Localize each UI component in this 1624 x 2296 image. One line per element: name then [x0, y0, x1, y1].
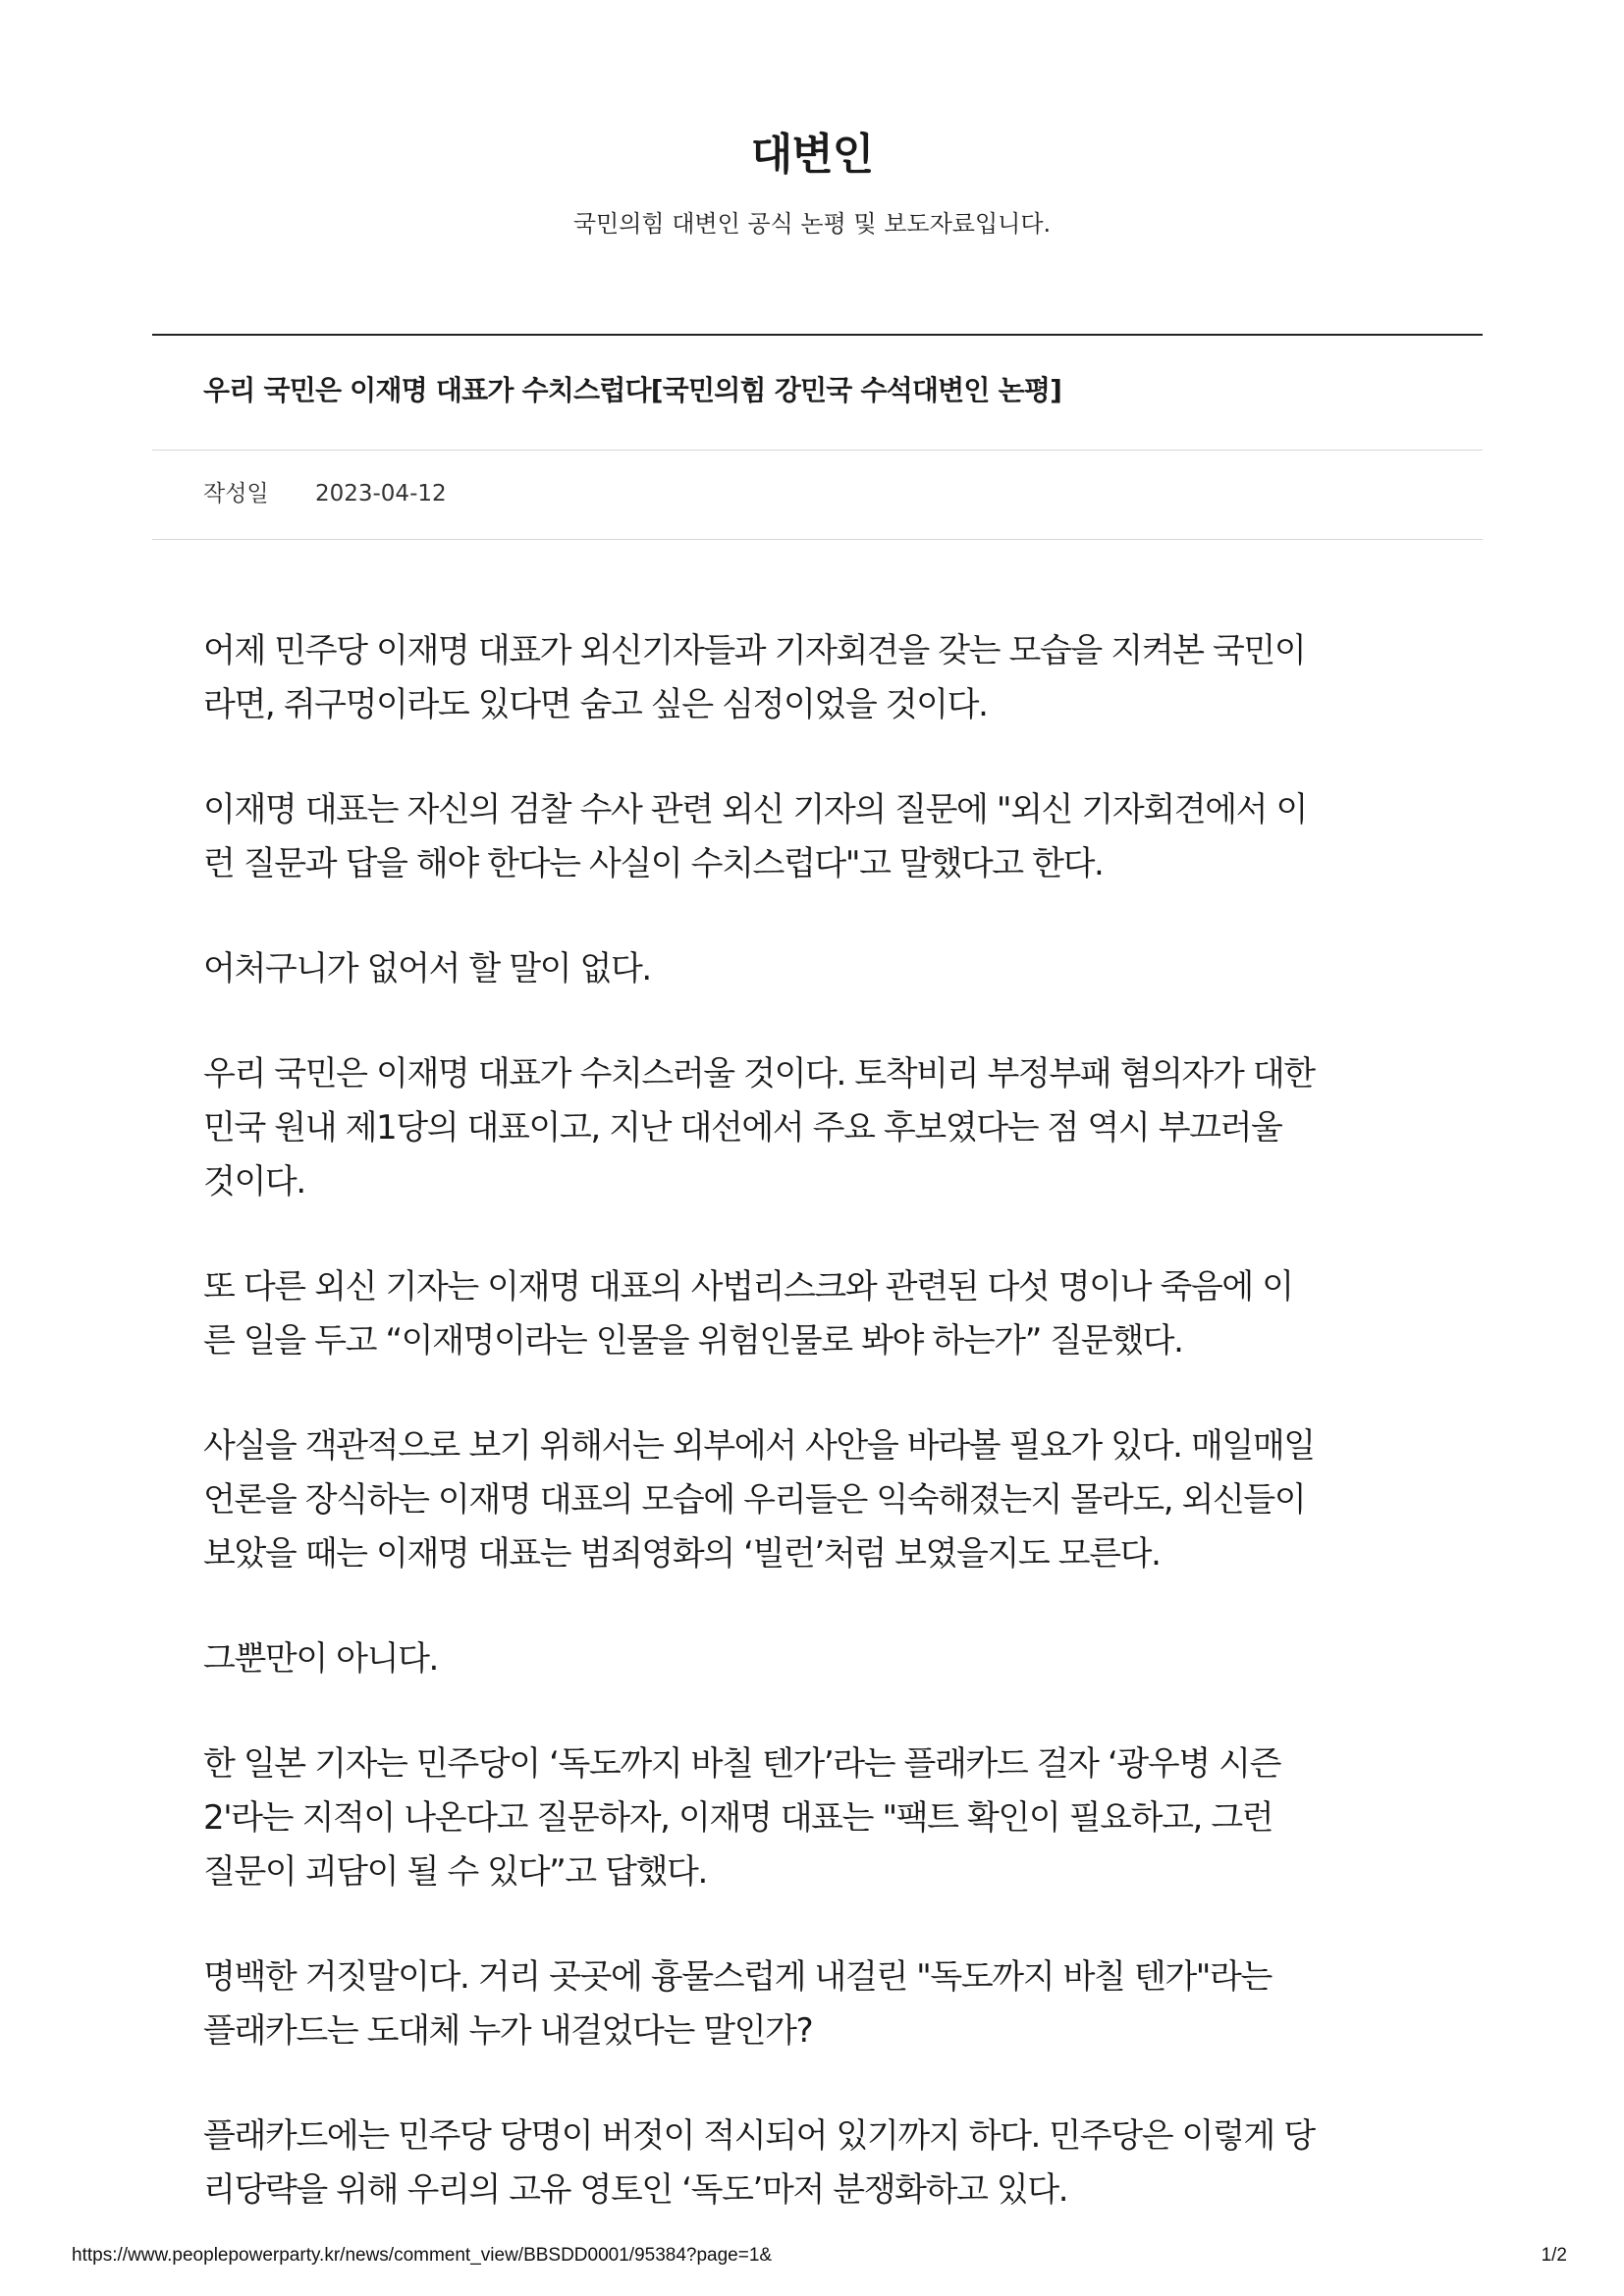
page-header [0, 128, 1624, 240]
paragraph-line: 것이다. [203, 1162, 305, 1201]
page-subtitle: 국민의힘 대변인 공식 논평 및 보도자료입니다. [572, 210, 1052, 238]
article-paragraph [203, 1632, 1440, 1686]
paragraph-line: 라면, 쥐구멍이라도 있다면 숨고 싶은 심정이었을 것이다. [203, 685, 988, 724]
article-body [203, 624, 1440, 2269]
article-title: 우리 국민은 이재명 대표가 수치스럽다[국민의힘 강민국 수석대변인 논평] [203, 374, 1062, 406]
article-paragraph [203, 2109, 1440, 2217]
article-paragraph [203, 1047, 1440, 1209]
header-divider [152, 334, 1483, 336]
paragraph-line: 그뿐만이 아니다. [203, 1639, 438, 1679]
paragraph-line: 이재명 대표는 자신의 검찰 수사 관련 외신 기자의 질문에 "외신 기자회견에서 이 [203, 790, 1307, 829]
paragraph-line: 보았을 때는 이재명 대표는 범죄영화의 ‘빌런’처럼 보였을지도 모른다. [203, 1534, 1161, 1574]
paragraph-line: 어제 민주당 이재명 대표가 외신기자들과 기자회견을 갖는 모습을 지켜본 국민이 [203, 631, 1306, 670]
paragraph-line: 플래카드에는 민주당 당명이 버젓이 적시되어 있기까지 하다. 민주당은 이렇게 당 [203, 2116, 1315, 2156]
paragraph-line: 민국 원내 제1당의 대표이고, 지난 대선에서 주요 후보였다는 점 역시 부끄러울 [203, 1108, 1282, 1148]
date-value: 2023-04-12 [314, 481, 447, 507]
article-paragraph [203, 1737, 1440, 1899]
article-paragraph [203, 1950, 1440, 2058]
title-divider [152, 450, 1483, 451]
page-number: 1/2 [1541, 2245, 1567, 2266]
article-paragraph [203, 1260, 1440, 1368]
paragraph-line: 질문이 괴담이 될 수 있다”고 답했다. [203, 1852, 707, 1892]
paragraph-line: 한 일본 기자는 민주당이 ‘독도까지 바칠 텐가’라는 플래카드 걸자 ‘광우병 시즌 [203, 1744, 1281, 1784]
paragraph-line: 2'라는 지적이 나온다고 질문하자, 이재명 대표는 "팩트 확인이 필요하고, 그런 [203, 1798, 1273, 1838]
paragraph-line: 리당략을 위해 우리의 고유 영토인 ‘독도’마저 분쟁화하고 있다. [203, 2170, 1068, 2210]
page-title: 대변인 [750, 130, 874, 180]
paragraph-line: 플래카드는 도대체 누가 내걸었다는 말인가? [203, 2011, 813, 2051]
paragraph-line: 언론을 장식하는 이재명 대표의 모습에 우리들은 익숙해졌는지 몰라도, 외신들이 [203, 1480, 1306, 1520]
article-paragraph [203, 783, 1440, 891]
meta-divider [152, 539, 1483, 540]
paragraph-line: 명백한 거짓말이다. 거리 곳곳에 흉물스럽게 내걸린 "독도까지 바칠 텐가"라는 [203, 1957, 1272, 1997]
article-paragraph [203, 1419, 1440, 1581]
paragraph-line: 사실을 객관적으로 보기 위해서는 외부에서 사안을 바라볼 필요가 있다. 매일매일 [203, 1426, 1315, 1466]
paragraph-line: 우리 국민은 이재명 대표가 수치스러울 것이다. 토착비리 부정부패 혐의자가 대한 [203, 1054, 1315, 1094]
article-paragraph [203, 942, 1440, 996]
paragraph-line: 어처구니가 없어서 할 말이 없다. [203, 949, 651, 988]
date-label: 작성일 [203, 481, 269, 507]
article-paragraph [203, 624, 1440, 732]
paragraph-line: 른 일을 두고 “이재명이라는 인물을 위험인물로 봐야 하는가” 질문했다. [203, 1321, 1183, 1361]
footer-url: https://www.peoplepowerparty.kr/news/comment_view/BBSDD0001/95384?page=1& [72, 2245, 773, 2266]
paragraph-line: 런 질문과 답을 해야 한다는 사실이 수치스럽다"고 말했다고 한다. [203, 844, 1104, 883]
article-meta [203, 478, 447, 509]
paragraph-line: 또 다른 외신 기자는 이재명 대표의 사법리스크와 관련된 다섯 명이나 죽음에 이 [203, 1267, 1293, 1307]
